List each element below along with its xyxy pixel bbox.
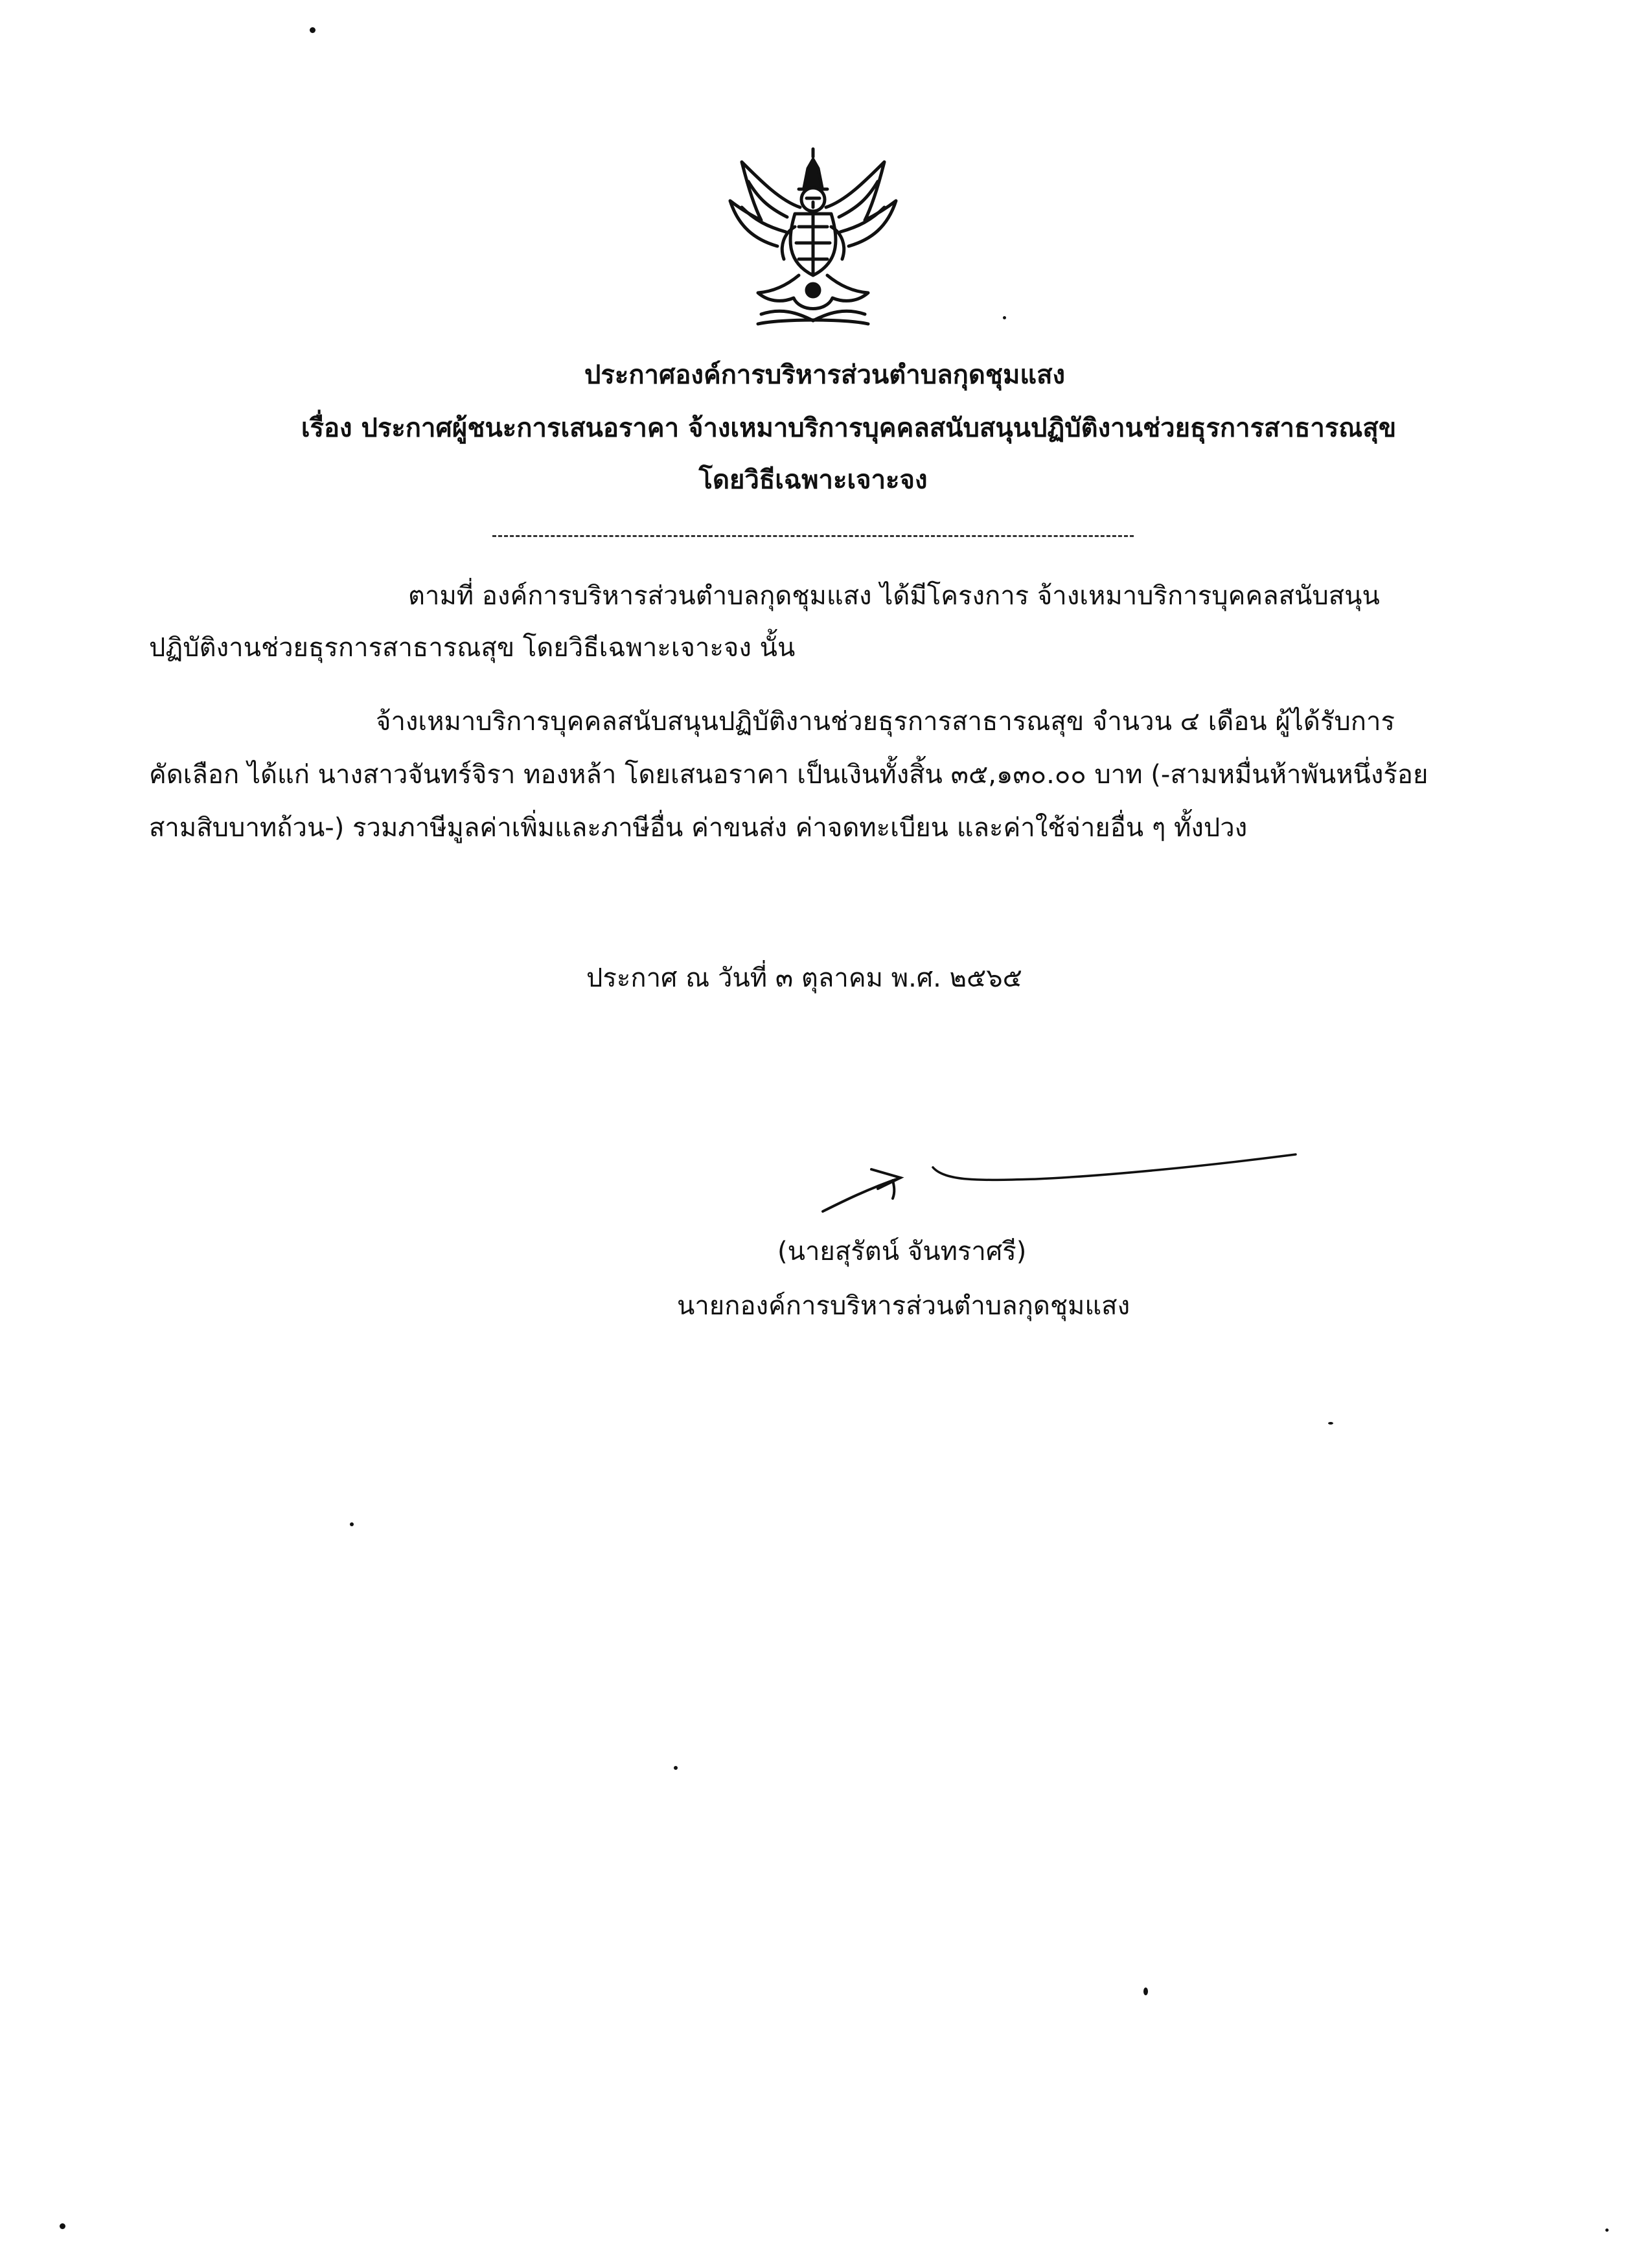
signatory-name: (นายสุรัตน์ จันทราศรี) xyxy=(777,1237,1027,1266)
scan-speck xyxy=(310,27,315,33)
dashed-divider xyxy=(492,535,1134,537)
handwritten-signature xyxy=(816,1140,1309,1224)
paragraph-2-line-3: สามสิบบาทถ้วน-) รวมภาษีมูลค่าเพิ่มและภาษีอื่น ค่าขนส่ง ค่าจดทะเบียน และค่าใช้จ่ายอื่น ๆ ทั้งปวง xyxy=(149,813,1248,843)
paragraph-2-line-1: จ้างเหมาบริการบุคคลสนับสนุนปฏิบัติงานช่วยธุรการสาธารณสุข จำนวน ๔ เดือน ผู้ได้รับการ xyxy=(376,707,1395,737)
scan-speck xyxy=(1003,316,1006,319)
announcement-subject: เรื่อง ประกาศผู้ชนะการเสนอราคา จ้างเหมาบริการบุคคลสนับสนุนปฏิบัติงานช่วยธุรการสาธารณสุข xyxy=(301,413,1397,443)
scan-speck xyxy=(350,1522,354,1526)
procurement-method: โดยวิธีเฉพาะเจาะจง xyxy=(698,465,928,495)
garuda-emblem-icon xyxy=(722,143,904,337)
scan-speck xyxy=(674,1766,678,1770)
paragraph-1-line-2: ปฏิบัติงานช่วยธุรการสาธารณสุข โดยวิธีเฉพาะเจาะจง นั้น xyxy=(149,633,796,663)
scan-speck xyxy=(1143,1987,1148,1995)
announcement-date: ประกาศ ณ วันที่ ๓ ตุลาคม พ.ศ. ๒๕๖๕ xyxy=(586,963,1022,993)
scan-speck xyxy=(60,2223,65,2229)
scan-speck xyxy=(1328,1422,1333,1425)
paragraph-1-line-1: ตามที่ องค์การบริหารส่วนตำบลกุดชุมแสง ได้มีโครงการ จ้างเหมาบริการบุคคลสนับสนุน xyxy=(408,581,1380,611)
paragraph-2-line-2: คัดเลือก ได้แก่ นางสาวจันทร์จิรา ทองหล้า โดยเสนอราคา เป็นเงินทั้งสิ้น ๓๕,๑๓๐.๐๐ บาท (-สามหมื่นห้าพันหนึ่งร้อย xyxy=(149,760,1428,790)
scan-speck xyxy=(1605,2228,1609,2232)
signatory-position: นายกองค์การบริหารส่วนตำบลกุดชุมแสง xyxy=(677,1291,1130,1321)
announcement-title: ประกาศองค์การบริหารส่วนตำบลกุดชุมแสง xyxy=(584,360,1066,390)
